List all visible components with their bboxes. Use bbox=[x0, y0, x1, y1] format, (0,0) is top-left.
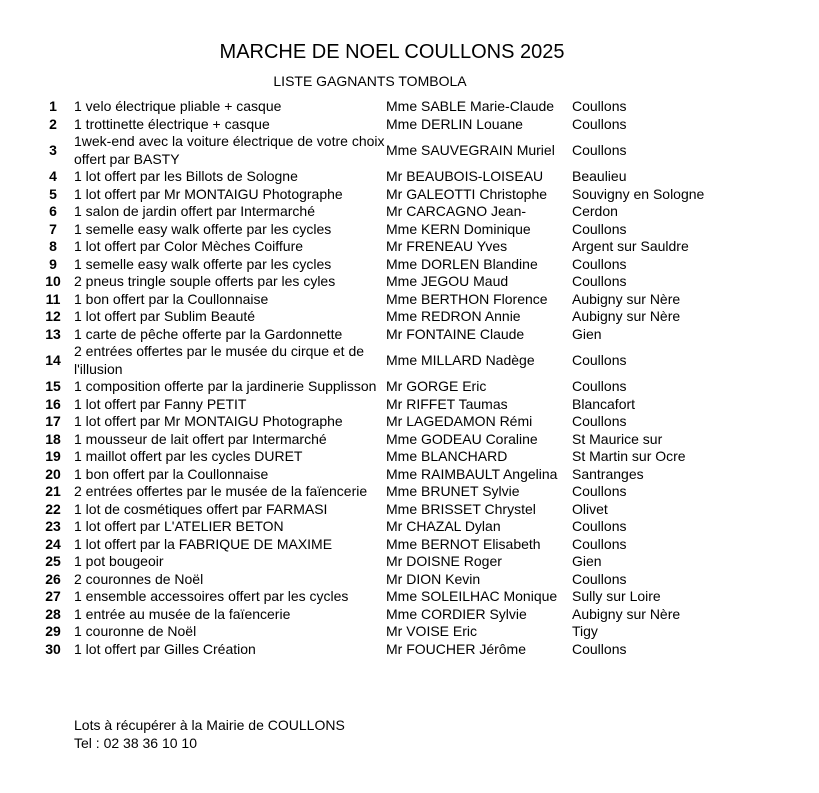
list-item bbox=[38, 501, 798, 519]
winner-city: Coullons bbox=[572, 273, 627, 289]
row-number: 30 bbox=[45, 640, 61, 657]
row-number: 16 bbox=[45, 395, 61, 412]
list-item bbox=[38, 466, 798, 484]
prize-description: 1 bon offert par la Coullonnaise bbox=[74, 465, 269, 482]
row-number: 1 bbox=[49, 98, 57, 114]
prize-description: 1 bon offert par la Coullonnaise bbox=[74, 290, 269, 307]
list-item bbox=[38, 571, 798, 589]
winner-city: Coullons bbox=[572, 351, 627, 368]
winner-city: Coullons bbox=[572, 413, 627, 429]
winner-name: Mme MILLARD Nadège bbox=[386, 351, 535, 368]
prize-description: 1 mousseur de lait offert par Intermarché bbox=[74, 430, 327, 447]
row-number: 23 bbox=[45, 518, 61, 534]
list-item bbox=[38, 168, 798, 186]
winner-city: Coullons bbox=[572, 98, 627, 114]
row-number: 12 bbox=[45, 308, 61, 324]
row-number: 15 bbox=[45, 378, 61, 394]
list-item bbox=[38, 448, 798, 466]
prize-description: 1 salon de jardin offert par Intermarché bbox=[74, 203, 315, 219]
list-item bbox=[38, 518, 798, 536]
winner-city: Santranges bbox=[572, 465, 644, 482]
winner-name: Mme DORLEN Blandine bbox=[386, 255, 538, 272]
winner-city: Souvigny en Sologne bbox=[572, 185, 705, 202]
prize-description: 1 ensemble accessoires offert par les cycles bbox=[74, 588, 349, 604]
winner-name: Mme SOLEILHAC Monique bbox=[386, 588, 558, 604]
winner-name: Mr DION Kevin bbox=[386, 570, 481, 587]
footer bbox=[74, 716, 345, 752]
prize-description: 1 lot offert par L'ATELIER BETON bbox=[74, 518, 284, 534]
row-number: 2 bbox=[49, 115, 57, 132]
prize-description: 2 pneus tringle souple offerts par les cyles bbox=[74, 273, 336, 289]
winner-name: Mr VOISE Eric bbox=[386, 623, 478, 639]
prize-description: 1 lot offert par Mr MONTAIGU Photographe bbox=[74, 413, 343, 429]
winner-name: Mr GALEOTTI Christophe bbox=[386, 185, 548, 202]
row-number: 8 bbox=[49, 238, 57, 254]
list-item bbox=[38, 623, 798, 641]
prize-description: 1 trottinette électrique + casque bbox=[74, 115, 270, 132]
prize-description: 1 lot offert par Mr MONTAIGU Photographe bbox=[74, 185, 343, 202]
list-item bbox=[38, 378, 798, 396]
winner-name: Mr CHAZAL Dylan bbox=[386, 518, 501, 534]
row-number: 26 bbox=[45, 570, 61, 587]
list-item bbox=[38, 221, 798, 239]
prize-description: 1 pot bougeoir bbox=[74, 553, 164, 569]
row-number: 3 bbox=[49, 141, 57, 158]
row-number: 21 bbox=[45, 483, 61, 499]
list-item bbox=[38, 326, 798, 344]
winner-city: Coullons bbox=[572, 255, 627, 272]
prize-description: 1 velo électrique pliable + casque bbox=[74, 98, 282, 114]
list-item bbox=[38, 641, 798, 659]
list-item bbox=[38, 308, 798, 326]
winner-city: Coullons bbox=[572, 115, 627, 132]
row-number: 22 bbox=[45, 500, 61, 517]
list-item bbox=[38, 291, 798, 309]
winner-name: Mme RAIMBAULT Angelina bbox=[386, 465, 558, 482]
winner-name: Mme BRUNET Sylvie bbox=[386, 483, 520, 499]
page-title: MARCHE DE NOEL COULLONS 2025 bbox=[219, 41, 565, 63]
winner-name: Mme KERN Dominique bbox=[386, 220, 531, 237]
prize-description: 1 composition offerte par la jardinerie Supplisson bbox=[74, 378, 377, 394]
footer-phone: Tel : 02 38 36 10 10 bbox=[74, 735, 197, 751]
row-number: 19 bbox=[45, 448, 61, 464]
list-item bbox=[38, 116, 798, 134]
list-item bbox=[38, 413, 798, 431]
footer-pickup-note: Lots à récupérer à la Mairie de COULLONS bbox=[74, 717, 345, 733]
list-item bbox=[38, 133, 798, 168]
page-subtitle: LISTE GAGNANTS TOMBOLA bbox=[273, 73, 467, 89]
row-number: 14 bbox=[45, 351, 61, 368]
row-number: 10 bbox=[45, 273, 61, 289]
winner-city: Tigy bbox=[572, 623, 598, 639]
winner-name: Mr LAGEDAMON Rémi bbox=[386, 413, 533, 429]
prize-description: 1 lot offert par Color Mèches Coiffure bbox=[74, 238, 304, 254]
winner-city: Olivet bbox=[572, 500, 608, 517]
winner-city: Coullons bbox=[572, 378, 627, 394]
prize-description: 1 semelle easy walk offerte par les cycles bbox=[74, 255, 332, 272]
prize-description: 1 couronne de Noël bbox=[74, 623, 197, 639]
prize-description: 2 entrées offertes par le musée de la faïencerie bbox=[74, 483, 368, 499]
list-item bbox=[38, 343, 798, 378]
list-item bbox=[38, 396, 798, 414]
prize-description: 1 entrée au musée de la faïencerie bbox=[74, 605, 291, 622]
winner-name: Mme REDRON Annie bbox=[386, 308, 521, 324]
winner-city: Aubigny sur Nère bbox=[572, 290, 681, 307]
row-number: 27 bbox=[45, 588, 61, 604]
row-number: 5 bbox=[49, 185, 57, 202]
winner-name: Mme GODEAU Coraline bbox=[386, 430, 538, 447]
list-item bbox=[38, 186, 798, 204]
winner-name: Mme SABLE Marie-Claude bbox=[386, 98, 555, 114]
prize-description: 1 lot offert par Gilles Création bbox=[74, 640, 256, 657]
row-number: 6 bbox=[49, 203, 57, 219]
winner-city: Cerdon bbox=[572, 203, 618, 219]
prize-description: 1 lot offert par la FABRIQUE DE MAXIME bbox=[74, 535, 333, 552]
winner-name: Mr FONTAINE Claude bbox=[386, 325, 525, 342]
row-number: 28 bbox=[45, 605, 61, 622]
winner-name: Mme CORDIER Sylvie bbox=[386, 605, 527, 622]
winner-city: Coullons bbox=[572, 220, 627, 237]
list-item bbox=[38, 483, 798, 501]
prize-description: 2 entrées offertes par le musée du cirque et de l'illusion bbox=[74, 343, 365, 377]
row-number: 13 bbox=[45, 325, 61, 342]
list-item bbox=[38, 431, 798, 449]
winner-name: Mr DOISNE Roger bbox=[386, 553, 502, 569]
winner-city: Coullons bbox=[572, 640, 627, 657]
winner-city: St Maurice sur bbox=[572, 430, 663, 447]
prize-description: 1 carte de pêche offerte par la Gardonnette bbox=[74, 325, 343, 342]
winner-name: Mr BEAUBOIS-LOISEAU bbox=[386, 168, 544, 184]
row-number: 29 bbox=[45, 623, 61, 639]
winner-city: Coullons bbox=[572, 518, 627, 534]
list-item bbox=[38, 553, 798, 571]
winner-city: Argent sur Sauldre bbox=[572, 238, 689, 254]
row-number: 25 bbox=[45, 553, 61, 569]
winner-name: Mr GORGE Eric bbox=[386, 378, 487, 394]
row-number: 18 bbox=[45, 430, 61, 447]
row-number: 9 bbox=[49, 255, 57, 272]
row-number: 7 bbox=[49, 220, 57, 237]
winner-name: Mme BLANCHARD bbox=[386, 448, 508, 464]
winner-city: Coullons bbox=[572, 535, 627, 552]
prize-description: 1 semelle easy walk offerte par les cycles bbox=[74, 220, 332, 237]
winner-city: Gien bbox=[572, 553, 602, 569]
row-number: 17 bbox=[45, 413, 61, 429]
winner-city: Beaulieu bbox=[572, 168, 627, 184]
prize-description: 1 lot de cosmétiques offert par FARMASI bbox=[74, 500, 328, 517]
winner-city: Aubigny sur Nère bbox=[572, 605, 681, 622]
winner-city: Coullons bbox=[572, 570, 627, 587]
list-item bbox=[38, 98, 798, 116]
winners-list bbox=[38, 98, 798, 658]
list-item bbox=[38, 203, 798, 221]
winner-city: Coullons bbox=[572, 141, 627, 158]
prize-description: 1 lot offert par Fanny PETIT bbox=[74, 395, 247, 412]
winner-name: Mme DERLIN Louane bbox=[386, 115, 523, 132]
row-number: 24 bbox=[45, 535, 61, 552]
winner-name: Mme JEGOU Maud bbox=[386, 273, 509, 289]
winner-name: Mme BERTHON Florence bbox=[386, 290, 548, 307]
winner-city: Aubigny sur Nère bbox=[572, 308, 681, 324]
list-item bbox=[38, 606, 798, 624]
list-item bbox=[38, 536, 798, 554]
row-number: 4 bbox=[49, 168, 57, 184]
list-item bbox=[38, 238, 798, 256]
list-item bbox=[38, 273, 798, 291]
winner-city: Sully sur Loire bbox=[572, 588, 661, 604]
prize-description: 1 lot offert par Sublim Beauté bbox=[74, 308, 256, 324]
winner-name: Mr FOUCHER Jérôme bbox=[386, 640, 527, 657]
winner-city: Blancafort bbox=[572, 395, 636, 412]
row-number: 11 bbox=[45, 290, 61, 307]
winner-name: Mr RIFFET Taumas bbox=[386, 395, 508, 412]
winner-city: St Martin sur Ocre bbox=[572, 448, 686, 464]
prize-description: 2 couronnes de Noël bbox=[74, 570, 204, 587]
winner-name: Mr CARCAGNO Jean- bbox=[386, 203, 527, 219]
winner-city: Gien bbox=[572, 325, 602, 342]
list-item bbox=[38, 256, 798, 274]
list-item bbox=[38, 588, 798, 606]
prize-description: 1wek-end avec la voiture électrique de votre choix offert par BASTY bbox=[74, 133, 385, 167]
winner-name: Mme BERNOT Elisabeth bbox=[386, 535, 541, 552]
winner-city: Coullons bbox=[572, 483, 627, 499]
row-number: 20 bbox=[45, 465, 61, 482]
prize-description: 1 maillot offert par les cycles DURET bbox=[74, 448, 303, 464]
winner-name: Mme SAUVEGRAIN Muriel bbox=[386, 141, 555, 158]
winner-name: Mr FRENEAU Yves bbox=[386, 238, 508, 254]
prize-description: 1 lot offert par les Billots de Sologne bbox=[74, 168, 298, 184]
winner-name: Mme BRISSET Chrystel bbox=[386, 500, 536, 517]
